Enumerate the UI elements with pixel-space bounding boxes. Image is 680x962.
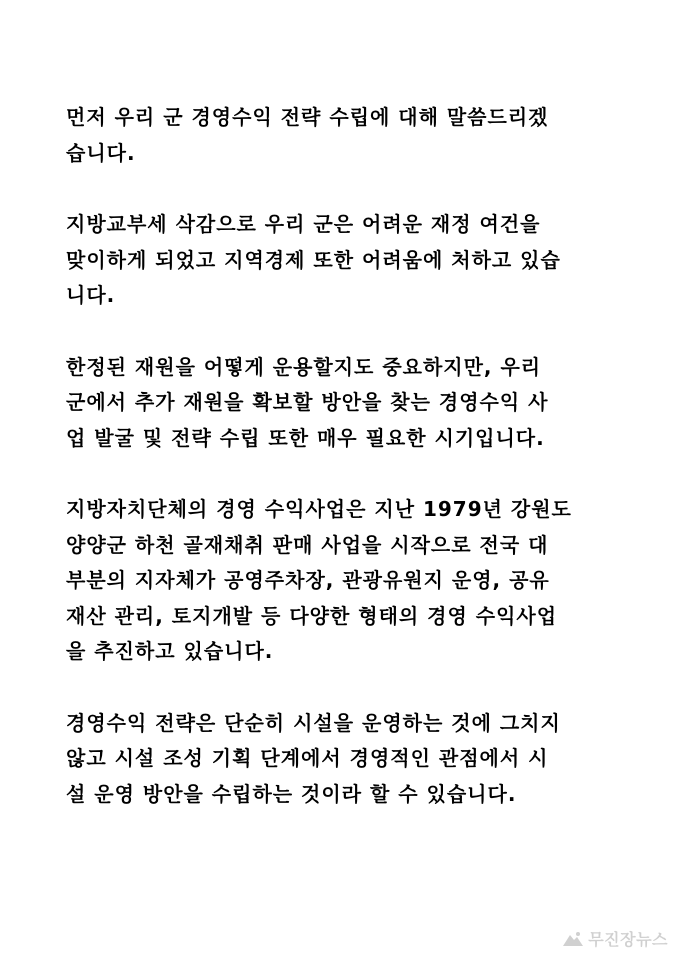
- paragraph-4: [66, 492, 626, 670]
- watermark-text: 무진장뉴스: [588, 930, 668, 949]
- mountain-logo-icon: [562, 931, 584, 947]
- text-line: 부분의 지자체가 공영주차장, 관광유원지 운영, 공유: [66, 568, 550, 592]
- paragraph-3: [66, 350, 626, 457]
- text-line: 먼저 우리 군 경영수익 전략 수립에 대해 말씀드리겠: [66, 105, 549, 129]
- text-line: 지방교부세 삭감으로 우리 군은 어려운 재정 여건을: [66, 212, 541, 236]
- text-line: 업 발굴 및 전략 수립 또한 매우 필요한 시기입니다.: [66, 425, 545, 450]
- text-line: 양양군 하천 골재채취 판매 사업을 시작으로 전국 대: [66, 532, 549, 557]
- paragraph-spacer: [66, 314, 626, 350]
- text-line: 을 추진하고 있습니다.: [66, 639, 274, 663]
- text-line: 군에서 추가 재원을 확보할 방안을 찾는 경영수익 사: [66, 390, 549, 414]
- news-watermark: [562, 927, 668, 950]
- paragraph-2: [66, 207, 626, 314]
- text-line: 재산 관리, 토지개발 등 다양한 형태의 경영 수익사업: [66, 603, 558, 628]
- paragraph-spacer: [66, 171, 626, 207]
- text-line: 니다.: [66, 283, 116, 307]
- paragraph-spacer: [66, 456, 626, 492]
- document-body: [66, 100, 626, 812]
- text-line: 습니다.: [66, 140, 136, 165]
- text-line: 않고 시설 조성 기획 단계에서 경영적인 관점에서 시: [66, 746, 549, 770]
- text-line: 한정된 재원을 어떻게 운용할지도 중요하지만, 우리: [66, 354, 542, 379]
- text-line: 지방자치단체의 경영 수익사업은 지난 1979년 강원도: [66, 497, 572, 521]
- paragraph-5: [66, 706, 626, 813]
- paragraph-1: [66, 100, 626, 171]
- text-line: 설 운영 방안을 수립하는 것이라 할 수 있습니다.: [66, 781, 517, 806]
- paragraph-spacer: [66, 670, 626, 706]
- text-line: 경영수익 전략은 단순히 시설을 운영하는 것에 그치지: [66, 710, 561, 735]
- text-line: 맞이하게 되었고 지역경제 또한 어려움에 처하고 있습: [66, 247, 561, 272]
